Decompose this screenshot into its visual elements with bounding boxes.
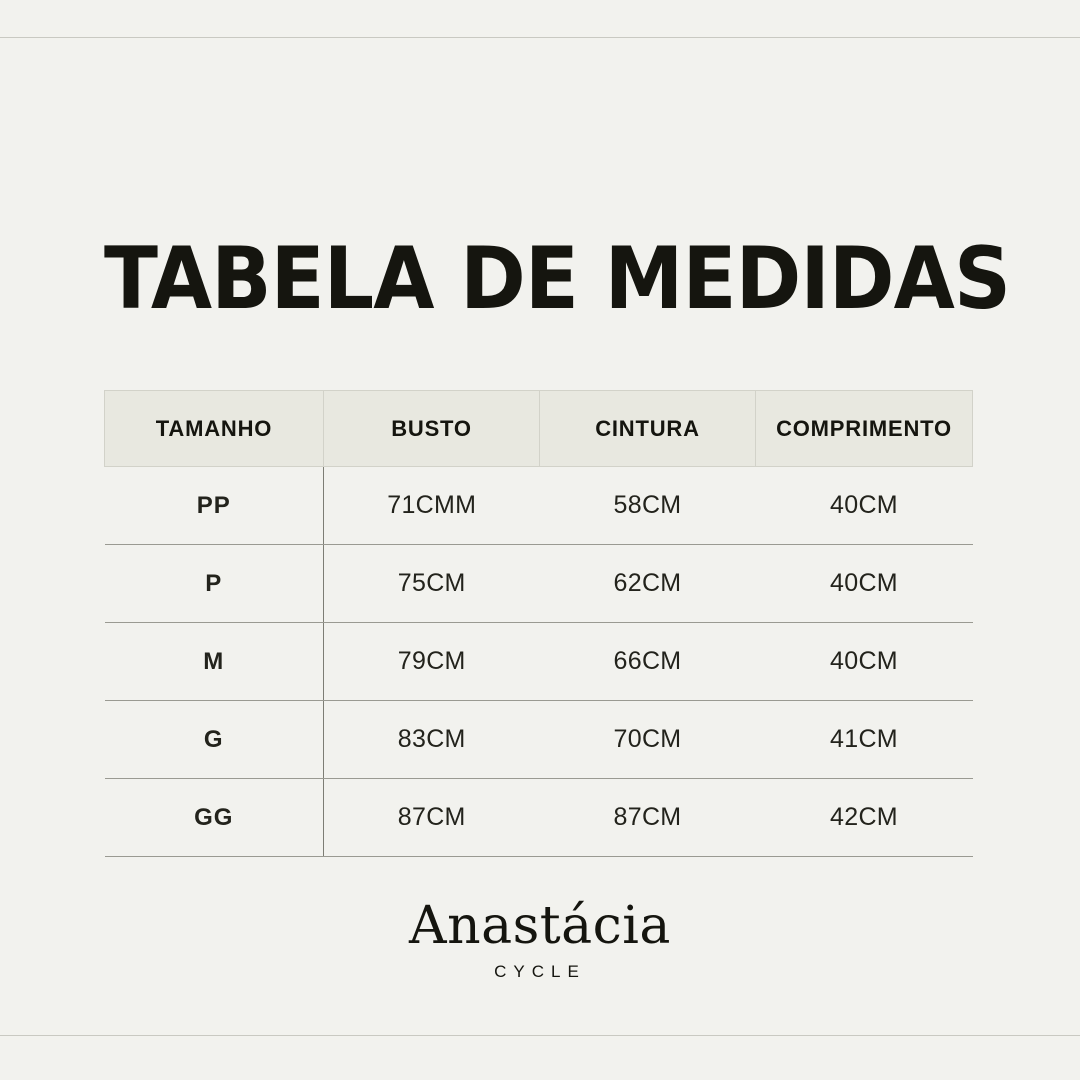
page-title: TABELA DE MEDIDAS [104,229,1011,329]
cell-cintura: 62CM [540,545,756,623]
size-measurements-table [104,390,973,857]
cell-size: GG [105,779,324,857]
column-header-tamanho: TAMANHO [105,391,324,467]
cell-busto: 87CM [324,779,540,857]
cell-comprimento: 40CM [756,623,973,701]
cell-busto: 75CM [324,545,540,623]
column-header-comprimento: COMPRIMENTO [756,391,973,467]
cell-comprimento: 40CM [756,467,973,545]
cell-cintura: 58CM [540,467,756,545]
cell-comprimento: 42CM [756,779,973,857]
cell-busto: 83CM [324,701,540,779]
cell-cintura: 70CM [540,701,756,779]
cell-size: G [105,701,324,779]
top-divider [0,37,1080,38]
table-row [105,779,973,857]
cell-busto: 79CM [324,623,540,701]
column-header-busto: BUSTO [324,391,540,467]
brand-logo [0,898,1080,982]
brand-name: Anastácia [409,896,671,956]
cell-size: P [105,545,324,623]
table-row [105,545,973,623]
table-row [105,467,973,545]
cell-comprimento: 40CM [756,545,973,623]
table-header [105,391,973,467]
column-header-cintura: CINTURA [540,391,756,467]
cell-size: PP [105,467,324,545]
table-row [105,701,973,779]
table-header-row [105,391,973,467]
bottom-divider [0,1035,1080,1036]
table-body [105,467,973,857]
cell-size: M [105,623,324,701]
cell-cintura: 66CM [540,623,756,701]
cell-comprimento: 41CM [756,701,973,779]
cell-cintura: 87CM [540,779,756,857]
table-row [105,623,973,701]
brand-subtitle: CYCLE [494,962,586,981]
cell-busto: 71CMM [324,467,540,545]
